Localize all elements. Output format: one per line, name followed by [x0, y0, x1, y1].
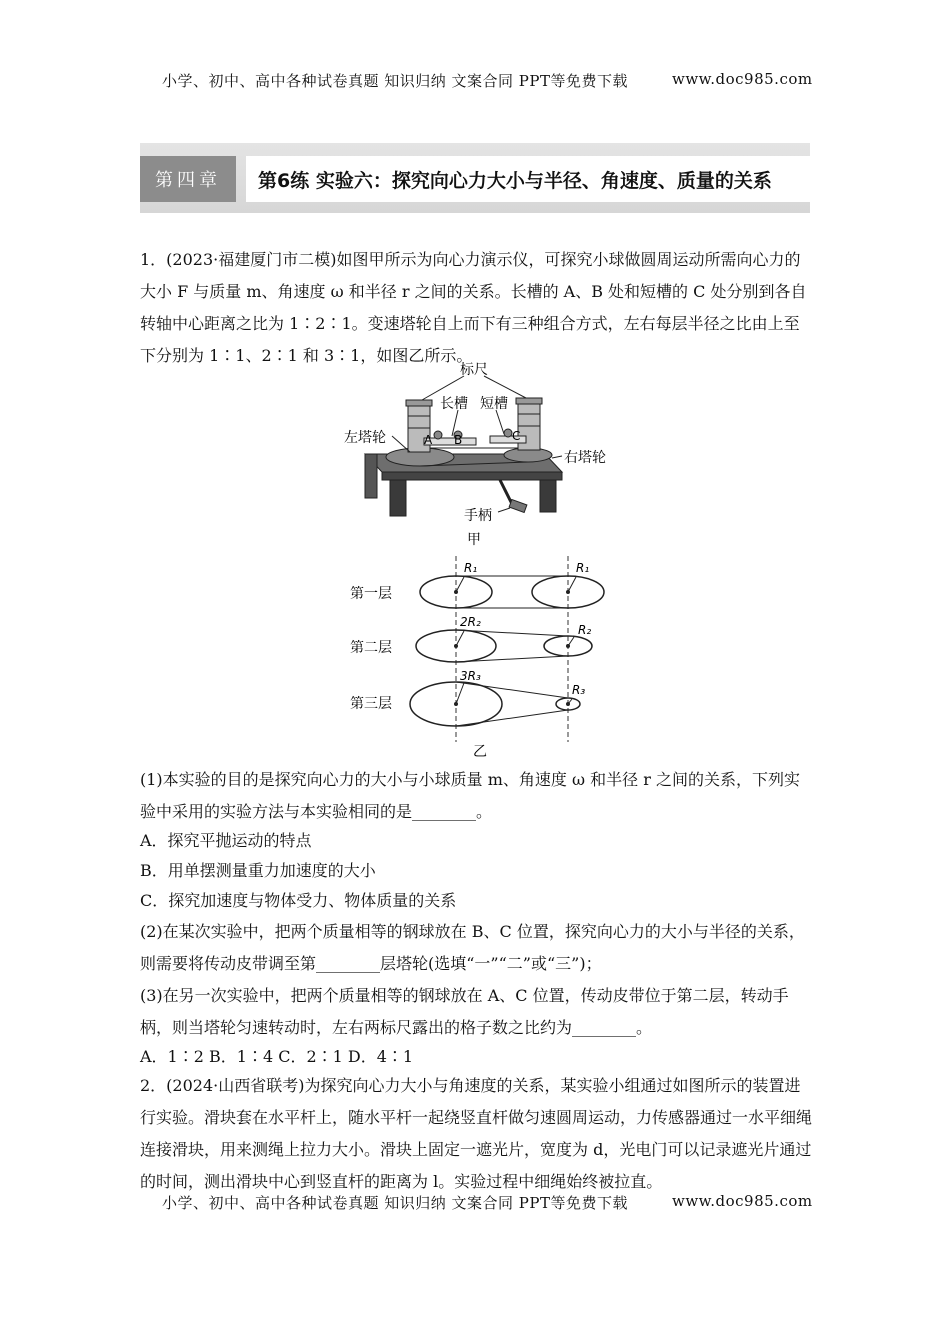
header-site[interactable]: www.doc985.com: [672, 70, 813, 88]
label-3r3: 3R₃: [460, 669, 481, 683]
chapter-title: 第6练 实验六：探究向心力大小与半径、角速度、质量的关系: [246, 156, 810, 202]
label-handle: 手柄: [464, 508, 492, 524]
label-r1-left: R₁: [464, 561, 478, 575]
footer-banner: 小学、初中、高中各种试卷真题 知识归纳 文案合同 PPT等免费下载: [162, 1194, 628, 1212]
label-left-wheel: 左塔轮: [344, 430, 386, 446]
label-r1-right: R₁: [576, 561, 590, 575]
q1-option-b: B．用单摆测量重力加速度的大小: [140, 861, 376, 880]
chapter-tag: 第四章: [140, 156, 236, 202]
label-right-wheel: 右塔轮: [564, 450, 606, 466]
q1-part2: (2)在某次实验中，把两个质量相等的钢球放在 B、C 位置，探究向心力的大小与半径的关系，则需要将传动皮带调至第________层塔轮(选填“一”“二”或“三”)；: [140, 922, 805, 973]
label-b: B: [454, 433, 463, 447]
figure-pulleys: [340, 556, 620, 758]
label-layer3: 第三层: [350, 696, 392, 712]
label-layer1: 第一层: [350, 586, 392, 602]
q1-part1: (1)本实验的目的是探究向心力的大小与小球质量 m、角速度 ω 和半径 r 之间的关系，下列实验中采用的实验方法与本实验相同的是________。: [140, 770, 800, 821]
q1-part3-options: A．1∶2 B．1∶4 C．2∶1 D．4∶1: [140, 1047, 414, 1066]
label-long-slot: 长槽: [440, 396, 468, 412]
q1-stem: 1．(2023·福建厦门市二模)如图甲所示为向心力演示仪，可探究小球做圆周运动所需向心力的大小 F 与质量 m、角速度 ω 和半径 r 之间的关系。长槽的 A、B 处和短槽的 C 处分别到各自转轴中心距离之比为 1∶2∶1。变速塔轮自上而下有三种组合方式，左右每层半径之比由上至下分别为 1∶1、2∶1 和 3∶1，如图乙所示。: [140, 250, 807, 365]
q1-part3: (3)在另一次实验中，把两个质量相等的钢球放在 A、C 位置，传动皮带位于第二层，转动手柄，则当塔轮匀速转动时，左右两标尺露出的格子数之比约为________。: [140, 986, 789, 1037]
label-r3: R₃: [572, 683, 586, 697]
q1-option-a: A．探究平抛运动的特点: [140, 831, 312, 850]
figure-apparatus: [340, 362, 630, 552]
q2-stem: 2．(2024·山西省联考)为探究向心力大小与角速度的关系，某实验小组通过如图所示的装置进行实验。滑块套在水平杆上，随水平杆一起绕竖直杆做匀速圆周运动，力传感器通过一水平细绳连接滑块，用来测绳上拉力大小。滑块上固定一遮光片，宽度为 d，光电门可以记录遮光片通过的时间，测出滑块中心到竖直杆的距离为 l。实验过程中细绳始终被拉直。: [140, 1076, 813, 1191]
label-ruler: 标尺: [460, 362, 488, 378]
footer-site[interactable]: www.doc985.com: [672, 1192, 813, 1210]
label-c: C: [512, 429, 521, 443]
caption-jia: 甲: [467, 532, 481, 548]
label-2r2: 2R₂: [460, 615, 481, 629]
caption-yi: 乙: [473, 744, 487, 758]
header-banner: 小学、初中、高中各种试卷真题 知识归纳 文案合同 PPT等免费下载: [162, 72, 628, 90]
label-layer2: 第二层: [350, 640, 392, 656]
q1-option-c: C．探究加速度与物体受力、物体质量的关系: [140, 891, 457, 910]
label-r2: R₂: [578, 623, 592, 637]
label-short-slot: 短槽: [480, 396, 508, 412]
label-a: A: [424, 433, 433, 447]
